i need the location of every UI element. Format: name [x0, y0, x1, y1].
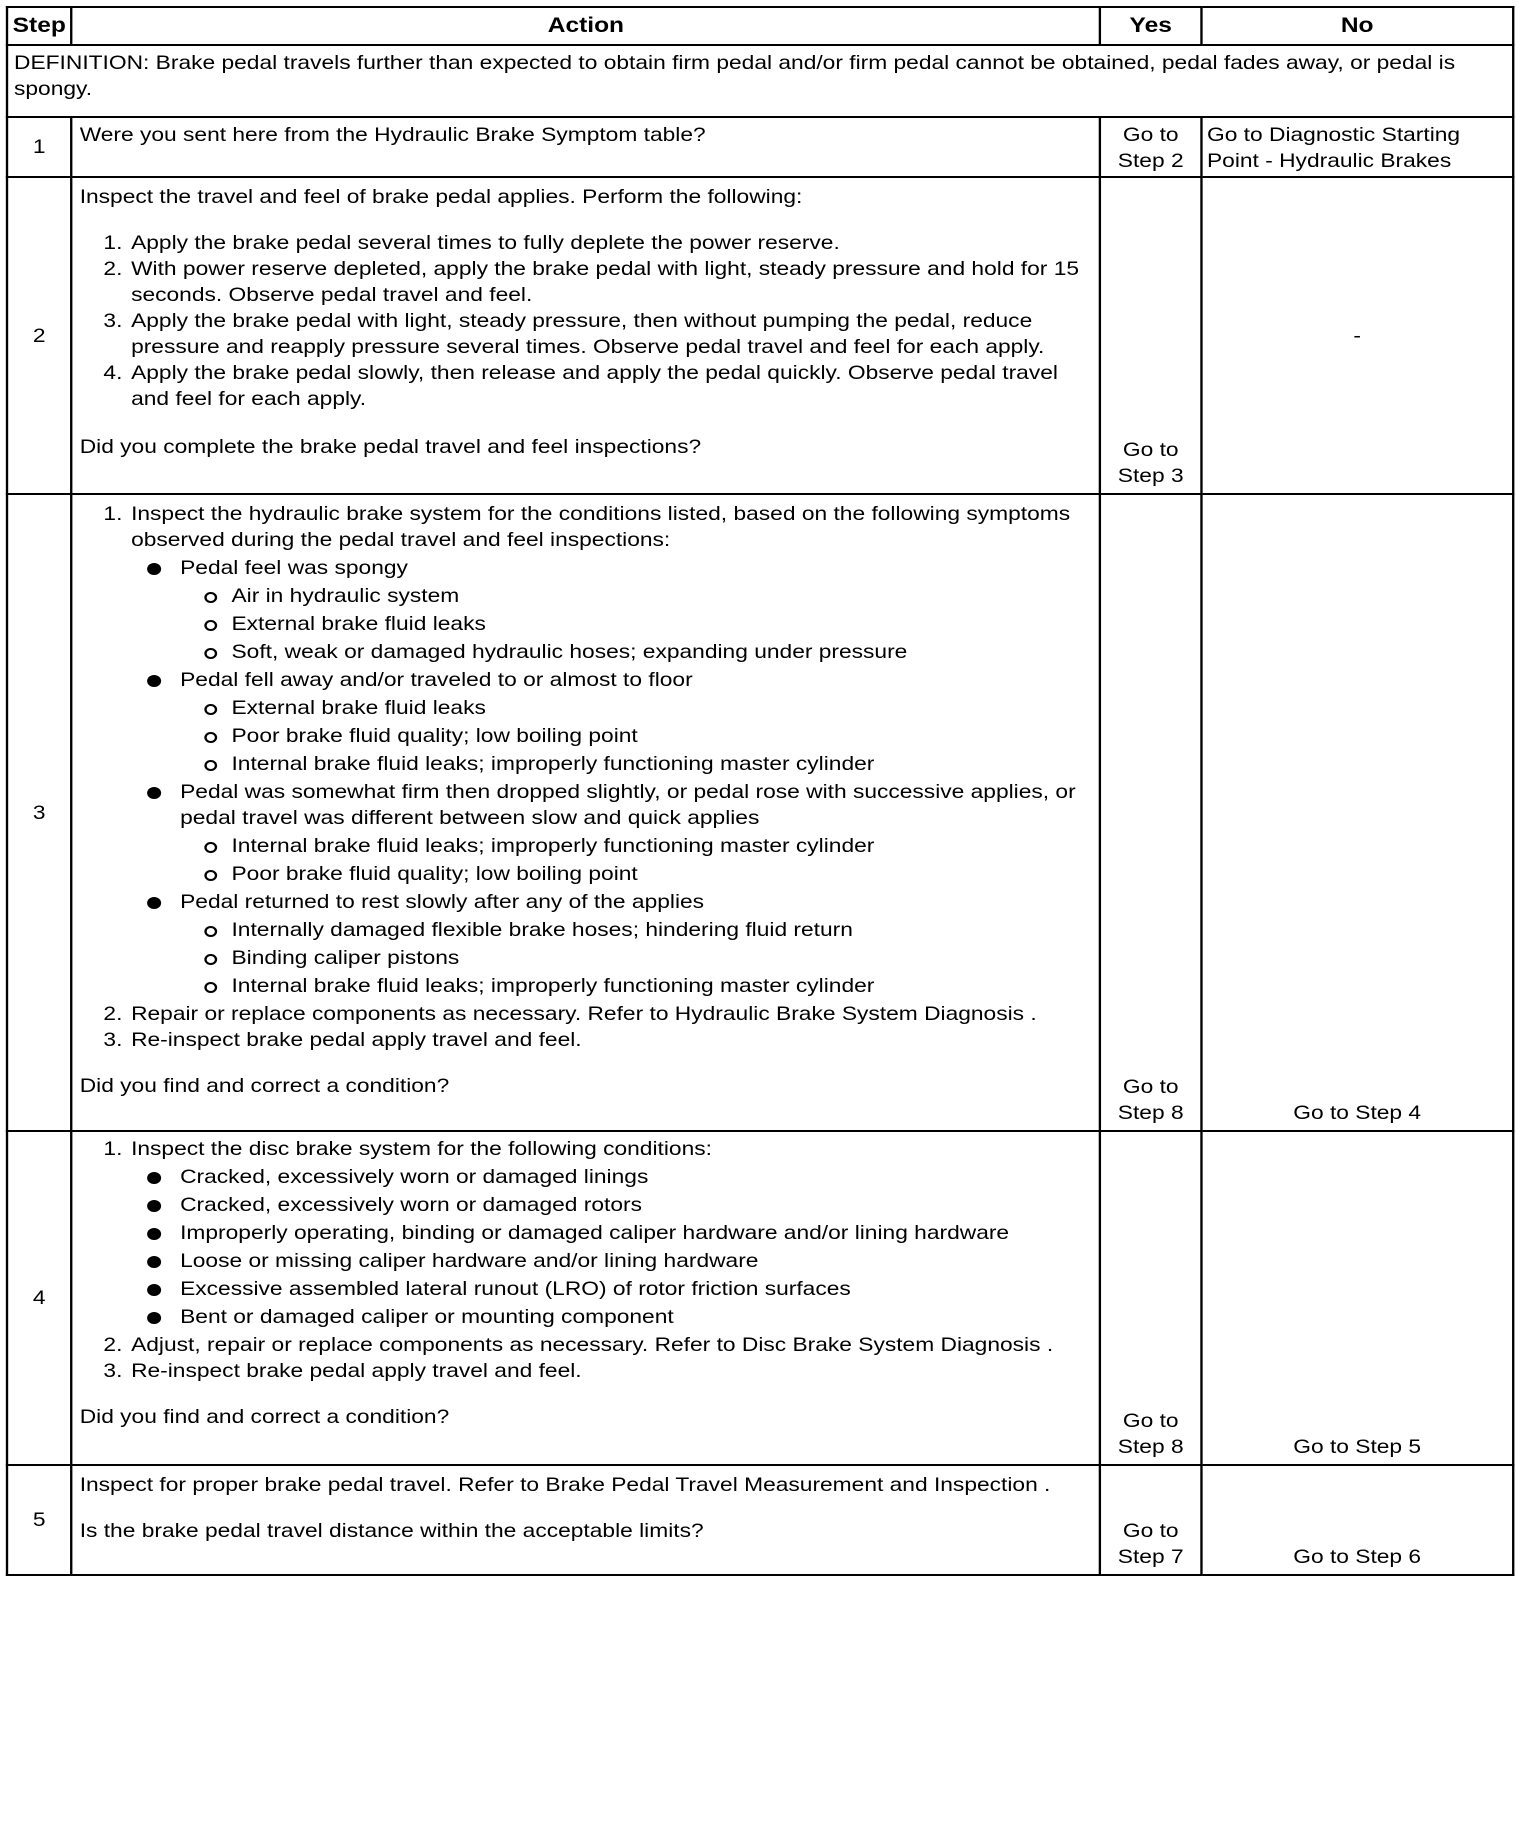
bullet-icon — [147, 1200, 161, 1212]
circle-bullet-icon — [205, 620, 218, 631]
procedure-list — [80, 1136, 1092, 1384]
condition-item: Improperly operating, binding or damaged caliper hardware and/or lining hardware — [180, 1220, 1092, 1246]
yes-link[interactable]: Go to Step 7 — [1100, 1465, 1201, 1575]
circle-bullet-icon — [205, 592, 218, 603]
action-intro: Inspect for proper brake pedal travel. Refer to Brake Pedal Travel Measurement and Inspection . — [79, 1474, 1051, 1496]
list-item: 3. Re-inspect brake pedal apply travel and feel. — [129, 1358, 1092, 1384]
action-question: Were you sent here from the Hydraulic Brake Symptom table? — [72, 117, 1101, 177]
symptom-label: Pedal fell away and/or traveled to or almost to floor — [180, 669, 693, 691]
list-item: 3. Re-inspect brake pedal apply travel and feel. — [129, 1027, 1092, 1053]
symptom-item — [180, 667, 1092, 777]
condition-list — [180, 833, 1092, 887]
symptom-label: Pedal was somewhat firm then dropped slightly, or pedal rose with successive applies, or pedal travel was different between slow and quick applies — [180, 781, 1076, 829]
header-no: No — [1201, 7, 1513, 45]
condition-item: External brake fluid leaks — [231, 611, 1092, 637]
step-number: 4 — [7, 1131, 72, 1465]
circle-bullet-icon — [205, 926, 218, 937]
list-item — [129, 1136, 1092, 1330]
table-row — [7, 494, 1513, 1131]
condition-list — [180, 917, 1092, 999]
yes-link[interactable]: Go to Step 8 — [1100, 494, 1201, 1131]
circle-bullet-icon — [205, 842, 218, 853]
item-text: Inspect the hydraulic brake system for the conditions listed, based on the following symptoms observed during the pedal travel and feel inspections: — [131, 503, 1071, 551]
condition-list — [131, 1164, 1092, 1330]
diagnostic-table — [6, 6, 1515, 1576]
list-item: 2. With power reserve depleted, apply the brake pedal with light, steady pressure and hold for 15 seconds. Observe pedal travel and feel. — [129, 256, 1092, 308]
condition-item: External brake fluid leaks — [231, 695, 1092, 721]
circle-bullet-icon — [205, 648, 218, 659]
no-value: - — [1201, 177, 1513, 494]
symptom-item — [180, 555, 1092, 665]
step-number: 2 — [7, 177, 72, 494]
table-row — [7, 117, 1513, 177]
bullet-icon — [147, 563, 161, 575]
symptom-list — [131, 555, 1092, 999]
symptom-label: Pedal returned to rest slowly after any of the applies — [180, 891, 705, 913]
yes-link[interactable]: Go to Step 2 — [1100, 117, 1201, 177]
condition-item: Excessive assembled lateral runout (LRO) of rotor friction surfaces — [180, 1276, 1092, 1302]
no-link[interactable]: Go to Diagnostic Starting Point - Hydraulic Brakes — [1201, 117, 1513, 177]
no-link[interactable]: Go to Step 5 — [1201, 1131, 1513, 1465]
procedure-list — [80, 230, 1092, 412]
list-item: 4. Apply the brake pedal slowly, then release and apply the pedal quickly. Observe pedal travel and feel for each apply. — [129, 360, 1092, 412]
bullet-icon — [147, 1284, 161, 1296]
header-row — [7, 7, 1513, 45]
condition-item: Cracked, excessively worn or damaged linings — [180, 1164, 1092, 1190]
no-link[interactable]: Go to Step 6 — [1201, 1465, 1513, 1575]
yes-link[interactable]: Go to Step 3 — [1100, 177, 1201, 494]
condition-item: Bent or damaged caliper or mounting component — [180, 1304, 1092, 1330]
step-number: 1 — [7, 117, 72, 177]
action-cell — [72, 177, 1101, 494]
step-number: 3 — [7, 494, 72, 1131]
definition-row — [7, 45, 1513, 117]
header-step: Step — [7, 7, 72, 45]
action-cell — [72, 1465, 1101, 1575]
bullet-icon — [147, 1312, 161, 1324]
step-number: 5 — [7, 1465, 72, 1575]
header-action: Action — [72, 7, 1101, 45]
symptom-item — [180, 779, 1092, 887]
yes-link[interactable]: Go to Step 8 — [1100, 1131, 1201, 1465]
symptom-label: Pedal feel was spongy — [180, 557, 408, 579]
table-row — [7, 1131, 1513, 1465]
circle-bullet-icon — [205, 954, 218, 965]
condition-item: Internal brake fluid leaks; improperly functioning master cylinder — [231, 973, 1092, 999]
action-cell — [72, 494, 1101, 1131]
header-yes: Yes — [1100, 7, 1201, 45]
circle-bullet-icon — [205, 732, 218, 743]
condition-item: Internal brake fluid leaks; improperly functioning master cylinder — [231, 833, 1092, 859]
list-item: 3. Apply the brake pedal with light, steady pressure, then without pumping the pedal, reduce pressure and reapply pressure several times. Observe pedal travel and feel for each apply. — [129, 308, 1092, 360]
condition-item: Cracked, excessively worn or damaged rotors — [180, 1192, 1092, 1218]
circle-bullet-icon — [205, 704, 218, 715]
action-intro: Inspect the travel and feel of brake pedal applies. Perform the following: — [79, 186, 803, 208]
list-item: 2. Repair or replace components as necessary. Refer to Hydraulic Brake System Diagnosis . — [129, 1001, 1092, 1027]
bullet-icon — [147, 787, 161, 799]
condition-item: Soft, weak or damaged hydraulic hoses; expanding under pressure — [231, 639, 1092, 665]
condition-list — [180, 695, 1092, 777]
bullet-icon — [147, 1172, 161, 1184]
condition-item: Internal brake fluid leaks; improperly functioning master cylinder — [231, 751, 1092, 777]
action-cell — [72, 1131, 1101, 1465]
list-item: 2. Adjust, repair or replace components as necessary. Refer to Disc Brake System Diagnosis . — [129, 1332, 1092, 1358]
symptom-item — [180, 889, 1092, 999]
list-item — [129, 501, 1092, 999]
bullet-icon — [147, 897, 161, 909]
condition-item: Internally damaged flexible brake hoses; hindering fluid return — [231, 917, 1092, 943]
condition-item: Poor brake fluid quality; low boiling point — [231, 723, 1092, 749]
condition-item: Binding caliper pistons — [231, 945, 1092, 971]
action-question: Is the brake pedal travel distance within the acceptable limits? — [79, 1520, 704, 1542]
condition-list — [180, 583, 1092, 665]
condition-item: Loose or missing caliper hardware and/or lining hardware — [180, 1248, 1092, 1274]
table-row — [7, 177, 1513, 494]
circle-bullet-icon — [205, 760, 218, 771]
action-question: Did you find and correct a condition? — [79, 1406, 450, 1428]
condition-item: Air in hydraulic system — [231, 583, 1092, 609]
bullet-icon — [147, 1228, 161, 1240]
item-text: Inspect the disc brake system for the following conditions: — [131, 1138, 712, 1160]
action-question: Did you complete the brake pedal travel and feel inspections? — [79, 436, 702, 458]
condition-item: Poor brake fluid quality; low boiling point — [231, 861, 1092, 887]
no-link[interactable]: Go to Step 4 — [1201, 494, 1513, 1131]
bullet-icon — [147, 675, 161, 687]
bullet-icon — [147, 1256, 161, 1268]
action-question: Did you find and correct a condition? — [79, 1075, 450, 1097]
list-item: 1. Apply the brake pedal several times to fully deplete the power reserve. — [129, 230, 1092, 256]
circle-bullet-icon — [205, 982, 218, 993]
circle-bullet-icon — [205, 870, 218, 881]
definition-text: DEFINITION: Brake pedal travels further than expected to obtain firm pedal and/or firm pedal cannot be obtained, pedal fades away, or pedal is spongy. — [7, 45, 1513, 117]
table-row — [7, 1465, 1513, 1575]
procedure-list — [80, 501, 1092, 1053]
